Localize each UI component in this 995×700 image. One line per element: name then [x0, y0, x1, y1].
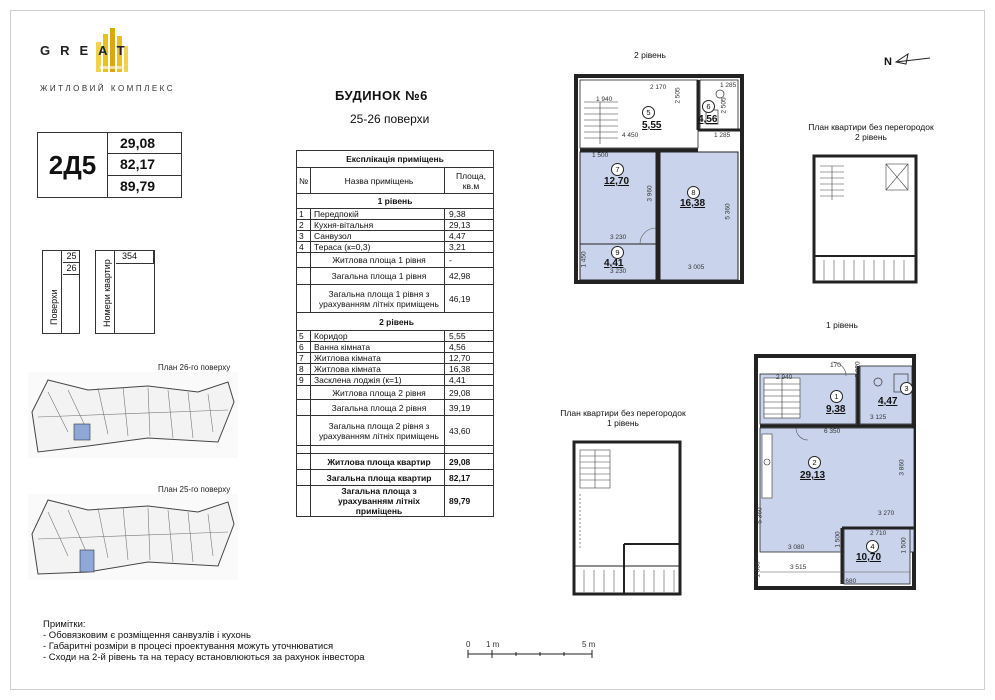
- floor-value: 25: [63, 251, 80, 263]
- apartment-numbers-box: [95, 250, 155, 334]
- table-row: Житлова площа 1 рівня -: [297, 253, 493, 268]
- table-row: 5 Коридор 5,55: [297, 331, 493, 342]
- brand-subtitle: ЖИТЛОВИЙ КОМПЛЕКС: [40, 84, 176, 93]
- room-area: 29,13: [800, 470, 826, 481]
- scale-five: 5 m: [582, 640, 596, 649]
- floors-label: Поверхи: [49, 289, 59, 325]
- dimension-label: 1 500: [834, 531, 842, 548]
- room-number: 8: [687, 186, 700, 199]
- table-row: 7 Житлова кімната 12,70: [297, 353, 493, 364]
- table-row: 4 Тераса (к=0,3) 3,21: [297, 242, 493, 253]
- dimension-label: 3 860: [898, 459, 906, 476]
- open-plan-level1: [570, 438, 684, 598]
- room-area: 12,70: [604, 176, 630, 187]
- room-area: 5,55: [642, 120, 662, 131]
- dimension-label: 3 960: [646, 185, 654, 202]
- rooms-explication-table: [296, 150, 494, 517]
- dimension-label: 3 270: [878, 510, 895, 517]
- room-number: 4: [866, 540, 879, 553]
- table-col-area: Площа, кв.м: [456, 170, 486, 191]
- building-floors: 25-26 поверхи: [350, 112, 430, 126]
- dimension-label: 2 170: [650, 84, 667, 91]
- table-row: Загальна площа 2 рівня з урахуванням літніх приміщень 43,60: [297, 416, 493, 446]
- floor-value: 26: [63, 263, 80, 275]
- table-row: Загальна площа 2 рівня 39,19: [297, 400, 493, 416]
- apartment-code-box: [37, 132, 182, 198]
- dimension-label: 4 450: [622, 132, 639, 139]
- scale-bar: [462, 640, 612, 660]
- table-row: Загальна площа 1 рівня з урахуванням літніх приміщень 46,19: [297, 285, 493, 313]
- dimension-label: 2 505: [720, 97, 728, 114]
- numbers-label: Номери квартир: [102, 259, 112, 327]
- dimension-label: 1 500: [592, 152, 609, 159]
- plan-level2: [570, 72, 746, 288]
- room-area: 4,56: [698, 114, 718, 125]
- open-plan-level2: [810, 152, 920, 286]
- apartment-code: 2Д5: [38, 133, 108, 197]
- dimension-label: 3 515: [790, 564, 807, 571]
- room-number: 6: [702, 100, 715, 113]
- table-row: Загальна площа 1 рівня 42,98: [297, 268, 493, 285]
- dimension-label: 2 920: [854, 361, 862, 378]
- brand-logo: [40, 28, 190, 98]
- room-area: 4,41: [604, 258, 624, 269]
- dimension-label: 1 050: [754, 561, 762, 578]
- dimension-label: 3 005: [688, 264, 705, 271]
- notes: [43, 619, 365, 663]
- table-row: 8 Житлова кімната 16,38: [297, 364, 493, 375]
- room-number: 9: [611, 246, 624, 259]
- room-area: 10,70: [856, 552, 882, 563]
- table-row: 1 Передпокій 9,38: [297, 209, 493, 220]
- dimension-label: 1 285: [714, 132, 731, 139]
- dimension-label: 6 350: [824, 428, 841, 435]
- dimension-label: 3 230: [610, 268, 627, 275]
- scale-bar-icon: [462, 648, 612, 660]
- table-row: 6 Ванна кімната 4,56: [297, 342, 493, 353]
- note-item: - Обовязковим є розміщення санвузлів і кухонь: [43, 630, 251, 641]
- dimension-label: 5 360: [756, 507, 764, 524]
- north-label: N: [884, 56, 892, 68]
- table-section-level2: 2 рівень: [379, 316, 414, 327]
- dimension-label: 6 680: [840, 578, 857, 585]
- dimension-label: 3 125: [870, 414, 887, 421]
- room-area: 16,38: [680, 198, 706, 209]
- notes-title: Примітки:: [43, 619, 86, 630]
- dimension-label: 3 080: [788, 544, 805, 551]
- floor26-caption: План 26-го поверху: [158, 363, 231, 372]
- dimension-label: 2 505: [674, 87, 682, 104]
- table-title: Експлікація приміщень: [346, 154, 444, 164]
- table-row: Загальна площа з урахуванням літніх приміщень 89,79: [297, 486, 493, 516]
- area-summer: 89,79: [120, 178, 156, 195]
- apartment-number: 354: [116, 251, 154, 264]
- dimension-label: 3 230: [610, 234, 627, 241]
- dimension-label: 1 500: [900, 537, 908, 554]
- table-row: 9 Засклена лоджія (к=1) 4,41: [297, 375, 493, 386]
- plan1-title: 1 рівень: [826, 320, 858, 330]
- table-row: 3 Санвузол 4,47: [297, 231, 493, 242]
- table-row: 2 Кухня-вітальня 29,13: [297, 220, 493, 231]
- table-row: Житлова площа квартир 29,08: [297, 454, 493, 470]
- room-number: 2: [808, 456, 821, 469]
- plan2-title: 2 рівень: [634, 50, 666, 60]
- note-item: - Сходи на 2-й рівень та на терасу встановлюються за рахунок інвестора: [43, 652, 365, 663]
- scale-one: 1 m: [486, 640, 500, 649]
- brand-name: GREAT: [40, 43, 135, 58]
- table-col-name: Назва приміщень: [311, 168, 445, 193]
- open-plan1-title: План квартири без перегородок 1 рівень: [560, 408, 686, 428]
- dimension-label: 170: [830, 362, 841, 369]
- table-section-level1: 1 рівень: [377, 196, 413, 206]
- note-item: - Габаритні розміри в процесі проектування можуть уточнюватися: [43, 641, 334, 652]
- dimension-label: 1 940: [596, 96, 613, 103]
- dimension-label: 1 450: [580, 251, 588, 268]
- plan-level1: [750, 352, 920, 592]
- table-col-num: №: [297, 168, 311, 193]
- room-number: 5: [642, 106, 655, 119]
- room-number: 7: [611, 163, 624, 176]
- north-arrow-icon: [894, 52, 934, 68]
- building-title: БУДИНОК №6: [335, 88, 428, 103]
- floor25-plan-thumbnail: [28, 494, 238, 580]
- dimension-label: 5 360: [724, 203, 732, 220]
- room-number: 1: [830, 390, 843, 403]
- area-total: 82,17: [108, 154, 181, 175]
- floor26-plan-thumbnail: [28, 372, 238, 458]
- floors-box: [42, 250, 80, 334]
- table-row: Загальна площа квартир 82,17: [297, 470, 493, 486]
- room-area: 4,47: [878, 396, 898, 407]
- room-area: 9,38: [826, 404, 846, 415]
- open-plan2-title: План квартири без перегородок 2 рівень: [808, 122, 934, 142]
- dimension-label: 2 940: [776, 374, 793, 381]
- table-row: Житлова площа 2 рівня 29,08: [297, 386, 493, 400]
- room-number: 3: [900, 382, 913, 395]
- scale-zero: 0: [466, 640, 471, 649]
- dimension-label: 1 285: [720, 82, 737, 89]
- dimension-label: 2 710: [870, 530, 887, 537]
- area-living: 29,08: [108, 133, 181, 154]
- floor25-caption: План 25-го поверху: [158, 485, 231, 494]
